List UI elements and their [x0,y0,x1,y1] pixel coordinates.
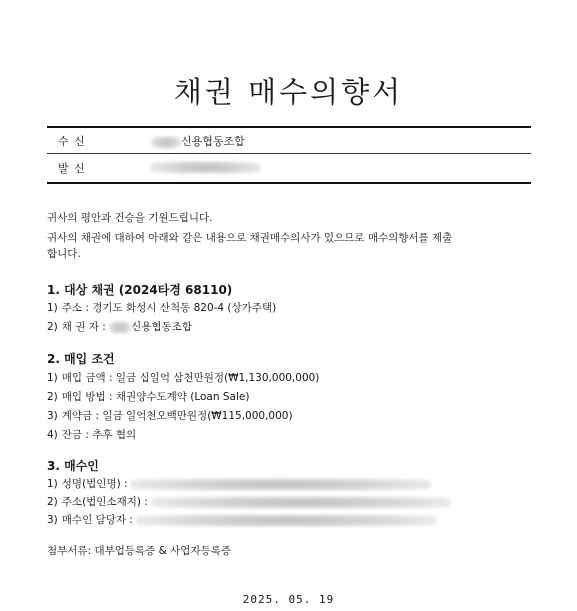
section-1-heading: 1. 대상 채권 (2024타경 68110) [47,283,233,297]
item-number: 3) [47,410,58,422]
redacted-buyer-name [131,478,431,491]
recipient-label: 수 신 [58,135,86,148]
section-3-heading: 3. 매수인 [47,459,99,473]
intro-line-1: 귀사의 채권에 대하여 아래와 같은 내용으로 채권매수의사가 있으므로 매수의향서를 제출 [47,232,453,244]
header-box [47,126,531,184]
sender-value [151,160,261,174]
item-text: 계약금 : 일금 일억천오백만원정(₩115,000,000) [61,410,293,422]
greeting: 귀사의 평안과 건승을 기원드립니다. [47,212,213,224]
section-2-item-4 [47,427,136,442]
redacted-creditor-prefix [109,321,131,334]
recipient-row [47,128,531,152]
attachments-note: 첨부서류: 대부업등록증 & 사업자등록증 [47,545,232,557]
item-text: 채 권 자 : [61,321,110,333]
section-1-item-1 [47,300,276,315]
intro-line-2: 합니다. [47,248,81,260]
redacted-recipient-prefix [151,136,181,149]
item-text: 매입 방법 : 채권양수도계약 (Loan Sale) [61,391,250,403]
recipient-name: 신용협동조합 [181,135,245,148]
section-3-item-1 [47,476,431,491]
item-number: 1) [47,478,58,490]
sender-row [47,155,531,179]
section-1-item-2 [47,319,192,334]
recipient-value [151,133,245,149]
section-2-item-1 [47,370,319,385]
header-divider [47,153,531,154]
document-title: 채권 매수의향서 [173,75,404,109]
item-number: 1) [47,302,58,314]
item-text: 성명(법인명) : [61,478,131,490]
item-number: 2) [47,496,58,508]
section-2-item-2 [47,389,249,404]
item-text: 매입 금액 : 일금 십일억 삼천만원정(₩1,130,000,000) [61,372,320,384]
document-date: 2025. 05. 19 [242,593,335,606]
redacted-sender [151,161,261,174]
item-number: 2) [47,321,58,333]
item-text: 매수인 담당자 : [61,514,137,526]
item-number: 2) [47,391,58,403]
creditor-name: 신용협동조합 [131,321,192,333]
sender-label: 발 신 [58,162,86,175]
section-3-item-3 [47,512,436,527]
item-number: 1) [47,372,58,384]
redacted-buyer-address [151,496,451,509]
section-2-heading: 2. 매입 조건 [47,352,115,366]
section-3-item-2 [47,494,451,509]
section-2-item-3 [47,408,293,423]
item-number: 4) [47,429,58,441]
item-number: 3) [47,514,58,526]
item-text: 잔금 : 추후 협의 [61,429,137,441]
redacted-buyer-contact [136,514,436,527]
item-text: 주소(법인소재지) : [61,496,152,508]
item-text: 주소 : 경기도 화성시 산척동 820-4 (상가주택) [61,302,277,314]
